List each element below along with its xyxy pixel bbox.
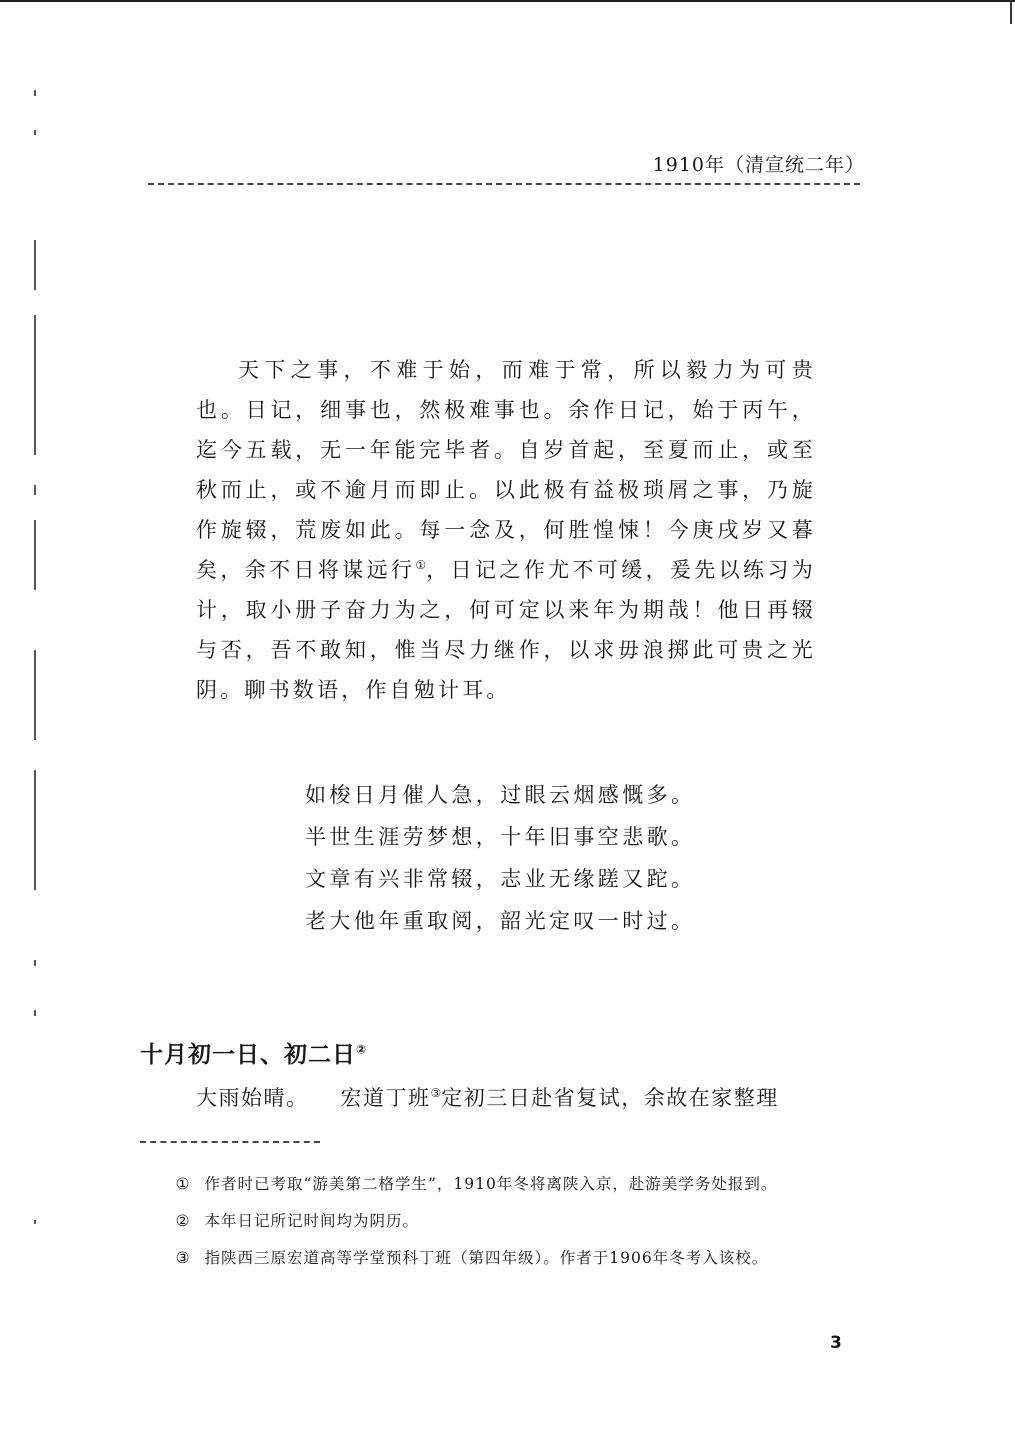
diary-entry-text bbox=[196, 1078, 876, 1118]
entry-text-c: 定初三日赴省复试，余故在家整理 bbox=[441, 1086, 779, 1110]
scan-top-edge bbox=[0, 0, 1015, 2]
poem-line: 如梭日月催人急，过眼云烟感慨多。 bbox=[305, 783, 696, 807]
scan-right-edge bbox=[1010, 0, 1012, 24]
footnote-mark: ① bbox=[175, 1175, 191, 1193]
page-number: 3 bbox=[830, 1333, 842, 1353]
footnote-2 bbox=[140, 1207, 860, 1236]
preface-paragraph bbox=[196, 350, 816, 710]
diary-entry-heading bbox=[140, 1036, 366, 1069]
poem-line: 半世生涯劳梦想，十年旧事空悲歌。 bbox=[305, 825, 696, 849]
footnote-1 bbox=[140, 1170, 860, 1199]
footnote-ref-1: ① bbox=[415, 558, 427, 572]
footnote-text: 作者时已考取“游美第二格学生”，1910年冬将离陕入京，赴游美学务处报到。 bbox=[204, 1175, 778, 1193]
footnote-mark: ③ bbox=[175, 1249, 191, 1267]
footnotes bbox=[140, 1170, 860, 1281]
entry-text-a: 大雨始晴。 bbox=[196, 1086, 309, 1110]
footnote-3 bbox=[140, 1244, 860, 1273]
poem bbox=[305, 774, 745, 942]
entry-text-b: 宏道丁班 bbox=[340, 1086, 431, 1110]
poem-line: 老大他年重取阅，韶光定叹一时过。 bbox=[305, 909, 696, 933]
preface-text-part-1: 天下之事，不难于始，而难于常，所以毅力为可贵也。日记，细事也，然极难事也。余作日记，始于丙午，迄今五载，无一年能完毕者。自岁首起，至夏而止，或至秋而止，或不逾月而即止。以此极有益极琐屑之事，乃旋作旋辍，荒废如此。每一念及，何胜惶悚！今庚戌岁又暮矣，余不日将谋远行 bbox=[196, 358, 816, 582]
preface-text bbox=[196, 350, 816, 710]
preface-text-part-2: ，日记之作尤不可缓，爰先以练习为计，取小册子奋力为之，何可定以来年为期哉！他日再辍与否，吾不敢知，惟当尽力继作，以求毋浪掷此可贵之光阴。聊书数语，作自勉计耳。 bbox=[196, 558, 816, 702]
entry-date: 十月初一日、初二日 bbox=[140, 1042, 356, 1068]
header-rule bbox=[148, 183, 860, 185]
footnote-text: 本年日记所记时间均为阴历。 bbox=[204, 1212, 420, 1230]
scan-margin-marks bbox=[30, 90, 42, 1350]
footnote-rule bbox=[140, 1141, 320, 1143]
footnote-text: 指陕西三原宏道高等学堂预科丁班（第四年级）。作者于1906年冬考入该校。 bbox=[204, 1249, 769, 1267]
footnote-mark: ② bbox=[175, 1212, 191, 1230]
running-header: 1910年（清宣统二年） bbox=[652, 154, 865, 176]
footnote-ref-3: ③ bbox=[430, 1086, 442, 1100]
poem-line: 文章有兴非常辍，志业无缘蹉又跎。 bbox=[305, 867, 696, 891]
footnote-ref-2: ② bbox=[356, 1042, 367, 1057]
